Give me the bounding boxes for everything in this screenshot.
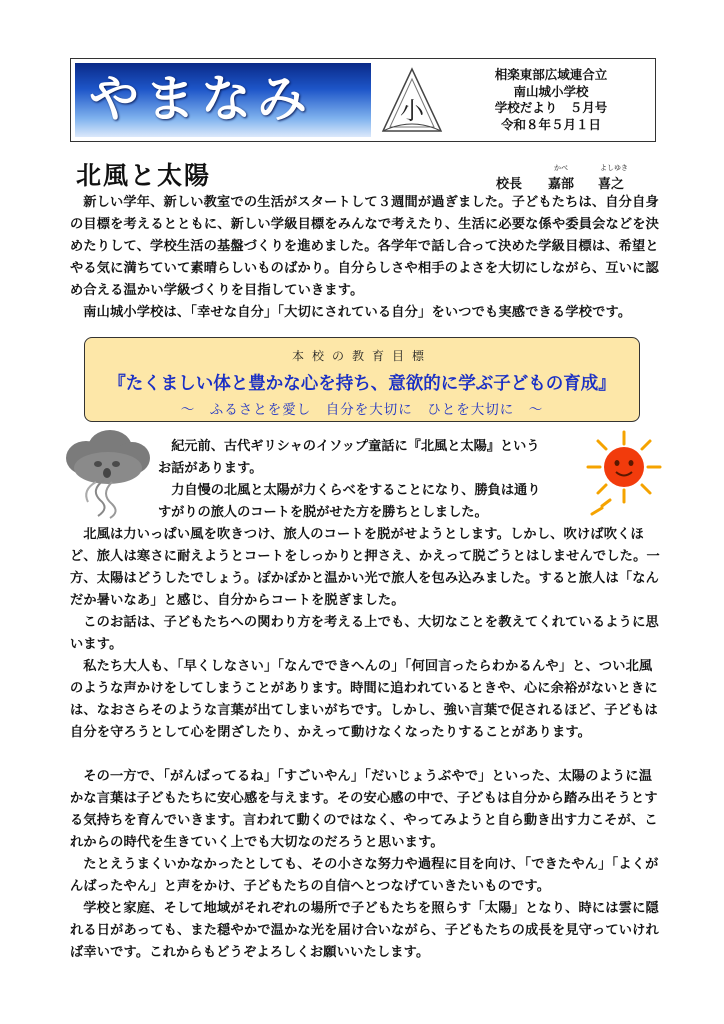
- body-paragraph: たとえうまくいかなかったとしても、その小さな努力や過程に目を向け、「できたやん」「よくがんばったやん」と声をかけ、子どもたちの自信へとつなげていきたいものです。: [70, 857, 659, 894]
- masthead-banner: [75, 63, 371, 137]
- body-paragraph: このお話は、子どもたちへの関わり方を考える上でも、大切なことを教えてくれているように思います。: [70, 615, 659, 652]
- principal-role: 校長: [496, 177, 523, 192]
- school-name: 南山城小学校: [513, 83, 589, 99]
- school-emblem-icon: [377, 65, 447, 137]
- school-info: [451, 67, 651, 133]
- body-paragraph: 私たち大人も、「早くしなさい」「なんでできへんの」「何回言ったらわかるんや」と、つい北風のような声かけをしてしまうことがあります。時間に追われているときや、心に余裕がないときには、なおさらそのような言葉が出てしまいがちです。しかし、強い言葉で促されるほど、子どもは自分を守ろうとして心を閉ざしたり、かえって動けなくなったりすることがあります。: [70, 659, 658, 740]
- surname-ruby: かべ: [554, 164, 568, 172]
- story-intro-paragraph: 紀元前、古代ギリシャのイソップ童話に『北風と太陽』というお話があります。: [158, 439, 540, 476]
- intro-paragraph: 新しい学年、新しい教室での生活がスタートして３週間が過ぎました。子どもたちは、自分自身の目標を考えるとともに、新しい学級目標をみんなで考えたり、生活に必要な係や委員会などを決めたりして、学校生活の基盤づくりを進めました。各学年で話し合って決めた学級目標は、希望とやる気に満ちていて素晴らしいものばかり。自分らしさや相手のよさを大切にしながら、互いに認め合える温かい学級づくりを目指していきます。: [70, 195, 660, 298]
- goal-heading: 本校の教育目標: [291, 349, 432, 363]
- body-paragraph: その一方で、「がんばってるね」「すごいやん」「だいじょうぶやで」といった、太陽のように温かな言葉は子どもたちに安心感を与えます。その安心感の中で、子どもは自分から踏み出そうとする気持ちを育んでいきます。言われて動くのではなく、やってみようと自ら動き出す力こそが、これからの時代を生きていく上でも大切なのだろうと思います。: [70, 769, 658, 850]
- story-contest-paragraph: 力自慢の北風と太陽が力くらべをすることになり、勝負は通りすがりの旅人のコートを脱がせた方を勝ちとしました。: [158, 483, 541, 520]
- intro-motto-paragraph: 南山城小学校は、「幸せな自分」「大切にされている自分」をいつでも実感できる学校です。: [83, 305, 632, 320]
- school-district: 相楽東部広域連合立: [494, 67, 608, 82]
- goal-subtext: ～ ふるさとを愛し 自分を大切に ひとを大切に ～: [180, 402, 544, 418]
- education-goal-box: [84, 337, 640, 422]
- principal-given-name: 喜之: [598, 177, 625, 192]
- sun-icon: [582, 430, 666, 516]
- goal-main-text: 『たくましい体と豊かな心を持ち、意欲的に学ぶ子どもの育成』: [108, 374, 616, 394]
- principal-surname: 嘉部: [548, 177, 575, 192]
- given-name-ruby: よしゆき: [600, 164, 628, 172]
- body-paragraph: 北風は力いっぱい風を吹きつけ、旅人のコートを脱がせようとします。しかし、吹けば吹くほど、旅人は寒さに耐えようとコートをしっかりと押さえ、かえって脱ごうとはしませんでした。一方、太陽はどうしたでしょう。ぽかぽかと温かい光で旅人を包み込みました。すると旅人は「なんだか暑いなあ」と感じ、自分からコートを脱ぎました。: [70, 527, 660, 608]
- north-wind-cloud-icon: [60, 428, 160, 520]
- issue-label: 学校だより ５月号: [494, 100, 608, 115]
- emblem-character: 小: [400, 97, 424, 125]
- newsletter-header: [70, 58, 656, 142]
- article-title: 北風と太陽: [76, 161, 212, 190]
- issue-date: 令和８年５月１日: [500, 116, 601, 132]
- closing-paragraph: 学校と家庭、そして地域がそれぞれの場所で子どもたちを照らす「太陽」となり、時には雲に隠れる日があっても、また穏やかで温かな光を届け合いながら、子どもたちの成長を見守っていければ幸いです。これからもどうぞよろしくお願いいたします。: [70, 901, 659, 960]
- newsletter-title: やまなみ: [89, 70, 313, 128]
